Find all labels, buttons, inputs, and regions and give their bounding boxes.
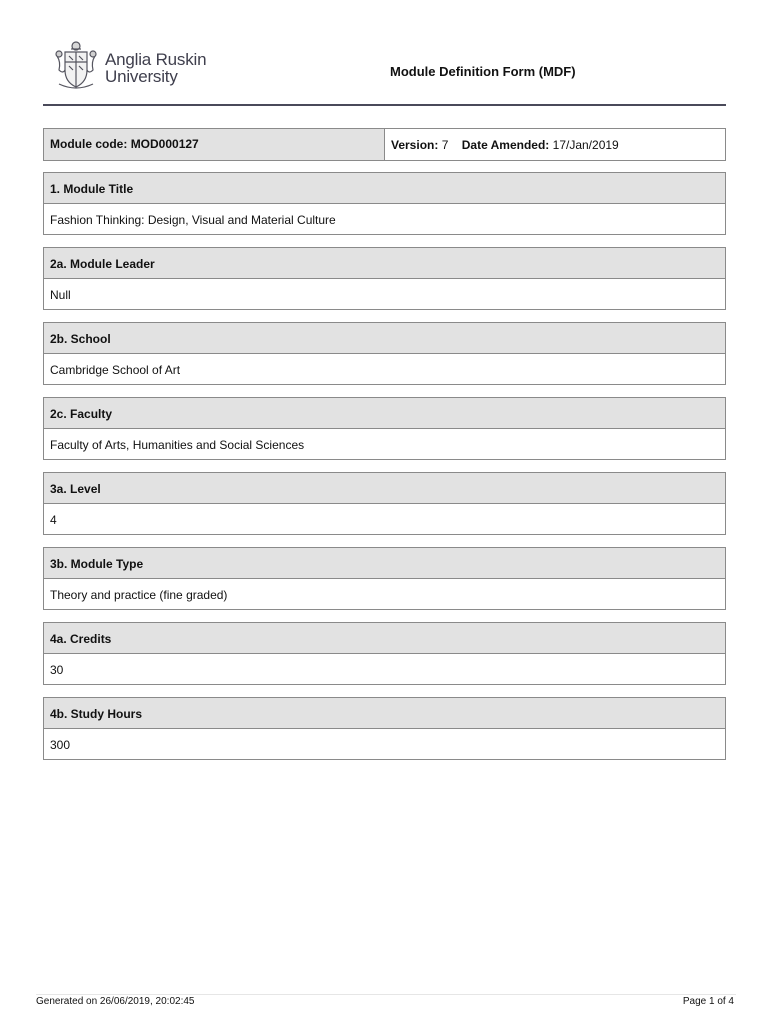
section-heading: 4a. Credits — [44, 623, 725, 654]
section-school — [43, 322, 726, 385]
section-heading: 3b. Module Type — [44, 548, 725, 579]
section-faculty — [43, 397, 726, 460]
section-heading: 2c. Faculty — [44, 398, 725, 429]
university-wordmark — [105, 51, 206, 85]
generated-timestamp: Generated on 26/06/2019, 20:02:45 — [36, 996, 195, 1007]
date-amended-label: Date Amended: — [461, 138, 550, 152]
university-crest-icon — [53, 40, 99, 92]
form-title: Module Definition Form (MDF) — [390, 64, 576, 79]
page-number: Page 1 of 4 — [682, 996, 734, 1007]
section-study-hours — [43, 697, 726, 760]
section-value: 300 — [50, 738, 71, 752]
footer-divider — [36, 994, 736, 995]
date-amended-value: 17/Jan/2019 — [552, 138, 619, 152]
section-value: Cambridge School of Art — [50, 363, 181, 377]
logo-line-1: Anglia Ruskin — [105, 50, 207, 69]
version-label: Version: — [391, 138, 439, 152]
section-heading: 4b. Study Hours — [44, 698, 725, 729]
section-value: Null — [50, 288, 71, 302]
section-value: Fashion Thinking: Design, Visual and Material Culture — [50, 213, 336, 227]
version-date-cell — [385, 129, 725, 160]
section-heading: 2a. Module Leader — [44, 248, 725, 279]
document-header — [43, 38, 726, 106]
section-value: 4 — [50, 513, 57, 527]
version-value: 7 — [441, 138, 449, 152]
module-summary-box — [43, 128, 726, 161]
university-logo — [53, 40, 223, 94]
section-module-title — [43, 172, 726, 235]
module-code-cell — [44, 129, 385, 160]
module-code-label: Module code: — [50, 137, 128, 151]
section-heading: 2b. School — [44, 323, 725, 354]
section-value: Faculty of Arts, Humanities and Social Sciences — [50, 438, 305, 452]
logo-line-2: University — [105, 67, 178, 86]
section-credits — [43, 622, 726, 685]
section-level — [43, 472, 726, 535]
section-value: 30 — [50, 663, 64, 677]
section-value: Theory and practice (fine graded) — [50, 588, 228, 602]
section-module-type — [43, 547, 726, 610]
form-sections — [43, 172, 726, 772]
section-heading: 1. Module Title — [44, 173, 725, 204]
section-heading: 3a. Level — [44, 473, 725, 504]
module-code-value: MOD000127 — [130, 137, 199, 151]
section-module-leader — [43, 247, 726, 310]
